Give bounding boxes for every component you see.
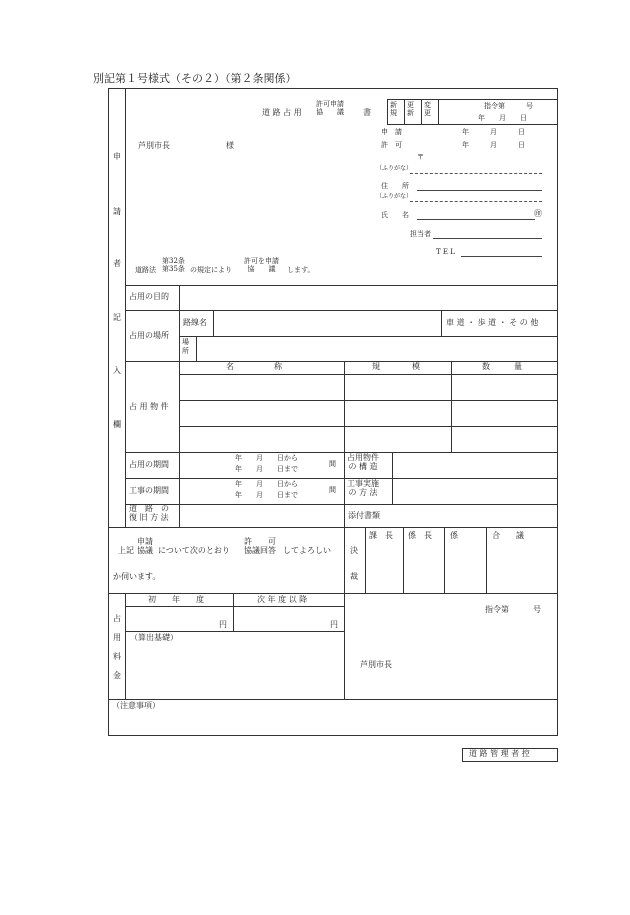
place-label: 占用の場所 [129,331,169,340]
attachments-label: 添付書類 [348,511,380,520]
approval-line2: か伺います。 [113,572,161,581]
road-type-options: 車 道 ・ 歩 道 ・ そ の 他 [446,318,539,327]
work-period-to: 年 月 日まで [235,491,298,499]
next-year-header: 次 年 度 以 降 [257,595,308,604]
type-new: 新 規 [390,101,397,117]
apply-label: 申 請 [381,128,402,136]
footer-label: 道 路 管 理 者 控 [469,749,530,758]
doc-type: 許可申請 協 議 [316,100,344,116]
col-scale-header: 規 模 [372,362,420,371]
statement-suffix: します。 [287,266,315,274]
addressee: 芦別市長 様 [138,141,234,150]
approval-b: 許 可 協議回答 [244,537,276,555]
postal-mark: 〒 [417,153,424,161]
structure-label: 占用物件 の 構 造 [347,453,379,471]
form-title: 別記第１号様式（その２）（第２条関係） [93,72,297,85]
approval-a: 申請 協議 [137,537,153,555]
permit-label: 許 可 [381,141,402,149]
col-consult: 合 議 [492,531,524,540]
work-period-label: 工事の期間 [129,486,169,495]
approval-post: してよろしい [283,546,331,555]
next-year-yen: 円 [330,620,338,629]
col-subsection-chief: 係 長 [408,531,432,540]
apply-date: 年 月 日 [462,128,525,136]
purpose-label: 占用の目的 [129,292,169,301]
permit-date: 年 月 日 [462,141,525,149]
doc-suffix: 書 [363,108,371,117]
type-renew: 更 新 [407,101,414,117]
decision-label-2: 裁 [350,572,358,581]
first-year-yen: 円 [219,620,227,629]
fee-mayor: 芦別市長 [360,660,392,669]
header-order-date: 年 月 日 [478,114,527,122]
restore-label: 道 路 の 復 旧 方 法 [129,504,169,522]
tel-label: T E L [436,248,455,256]
work-period-span: 間 [329,486,336,494]
col-staff: 係 [450,531,458,540]
method-label: 工事実施 の 方 法 [347,479,379,497]
type-change: 変 更 [424,101,431,117]
period-from: 年 月 日から [235,454,298,462]
col-name-header: 名 称 [226,362,282,371]
route-name-label: 路線名 [183,318,207,327]
seal-mark: ㊞ [534,209,542,218]
name-label: 氏 名 [381,211,409,219]
col-qty-header: 数 量 [482,362,522,371]
address-label: 住 所 [381,182,409,190]
statement-articles: 第32条 第35条 [162,257,185,273]
header-order-no: 指令第 号 [484,102,533,110]
first-year-header: 初 年 度 [148,595,204,604]
col-section-chief: 課 長 [369,531,393,540]
objects-label: 占 用 物 件 [129,402,169,411]
approval-mid: について次のとおり [158,546,230,555]
statement-middle: の規定により [190,266,232,274]
furigana-1: （ふりがな） [376,165,413,172]
decision-label-1: 決 [350,546,358,555]
period-to: 年 月 日まで [235,465,298,473]
doc-prefix: 道 路 占 用 [262,108,302,117]
fee-order-no: 指令第 号 [485,605,541,614]
location-label: 場所 [182,338,189,356]
calc-basis-label: （算出基礎） [130,633,178,642]
statement-prefix: 道路法 [135,266,156,274]
person-label: 担当者 [410,230,431,238]
approval-pre: 上記 [118,546,134,555]
statement-request: 許可を申請 協 議 [244,257,279,273]
period-span: 間 [329,460,336,468]
furigana-2: （ふりがな） [376,193,413,200]
work-period-from: 年 月 日から [235,480,298,488]
notes-label: （注意事項） [112,701,160,710]
period-label: 占用の期間 [129,460,169,469]
